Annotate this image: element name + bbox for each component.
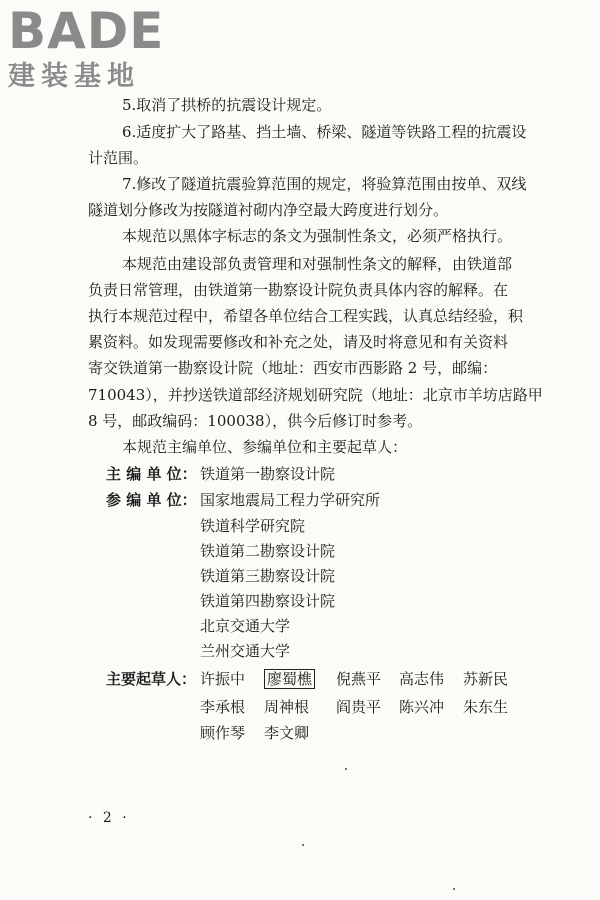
body-line: 本规范以黑体字标志的条文为强制性条文，必须严格执行。 xyxy=(122,227,513,245)
scan-speck xyxy=(302,844,304,846)
participating-unit: 国家地震局工程力学研究所 xyxy=(200,491,381,509)
participating-unit: 北京交通大学 xyxy=(200,617,291,635)
body-line: 8 号，邮政编码：100038），供今后修订时参考。 xyxy=(88,412,423,430)
logo-text: BADE xyxy=(8,2,165,60)
drafter-name: 倪燕平 xyxy=(336,670,382,688)
body-line: 7.修改了隧道抗震验算范围的规定，将验算范围由按单、双线 xyxy=(122,175,527,193)
body-line: 累资料。如发现需要修改和补充之处，请及时将意见和有关资料 xyxy=(88,333,509,351)
drafter-name: 李承根 xyxy=(200,698,246,716)
drafter-name: 李文卿 xyxy=(264,724,310,742)
logo-subtitle: 建装基地 xyxy=(8,61,140,92)
participating-unit: 铁道科学研究院 xyxy=(200,517,306,535)
participating-unit: 兰州交通大学 xyxy=(200,642,291,660)
body-line: 本规范由建设部负责管理和对强制性条文的解释，由铁道部 xyxy=(122,255,513,273)
body-line: 6.适度扩大了路基、挡土墙、桥梁、隧道等铁路工程的抗震设 xyxy=(122,123,527,141)
chief-unit-value: 铁道第一勘察设计院 xyxy=(200,465,336,483)
drafter-name: 阎贵平 xyxy=(336,698,382,716)
drafter-name: 顾作琴 xyxy=(200,724,246,742)
page-number: · 2 · xyxy=(88,810,130,826)
scan-speck xyxy=(345,768,347,770)
body-line: 隧道划分修改为按隧道衬砌内净空最大跨度进行划分。 xyxy=(88,201,449,219)
participating-units-label: 参 编 单 位： xyxy=(106,491,197,509)
participating-unit: 铁道第三勘察设计院 xyxy=(200,567,336,585)
body-line: 5.取消了拱桥的抗震设计规定。 xyxy=(122,96,332,114)
participating-unit: 铁道第二勘察设计院 xyxy=(200,542,336,560)
drafter-name: 朱东生 xyxy=(463,698,509,716)
drafters-label: 主要起草人： xyxy=(106,670,197,688)
drafter-name: 高志伟 xyxy=(399,670,445,688)
body-line: 本规范主编单位、参编单位和主要起草人： xyxy=(122,438,408,456)
body-line: 计范围。 xyxy=(88,149,149,167)
drafter-name: 苏新民 xyxy=(463,670,509,688)
drafter-name: 陈兴冲 xyxy=(399,698,445,716)
drafter-name: 廖蜀樵 xyxy=(264,669,315,689)
drafter-name: 许振中 xyxy=(200,670,246,688)
watermark-logo xyxy=(8,2,165,92)
body-line: 710043），并抄送铁道部经济规划研究院（地址：北京市羊坊店路甲 xyxy=(88,386,543,404)
body-line: 寄交铁道第一勘察设计院（地址：西安市西影路 2 号，邮编： xyxy=(88,359,498,377)
body-line: 执行本规范过程中，希望各单位结合工程实践，认真总结经验，积 xyxy=(88,307,524,325)
chief-unit-label: 主 编 单 位： xyxy=(106,465,197,483)
participating-unit: 铁道第四勘察设计院 xyxy=(200,592,336,610)
scan-speck xyxy=(453,888,455,890)
body-line: 负责日常管理，由铁道第一勘察设计院负责具体内容的解释。在 xyxy=(88,281,509,299)
drafter-name: 周神根 xyxy=(264,698,310,716)
